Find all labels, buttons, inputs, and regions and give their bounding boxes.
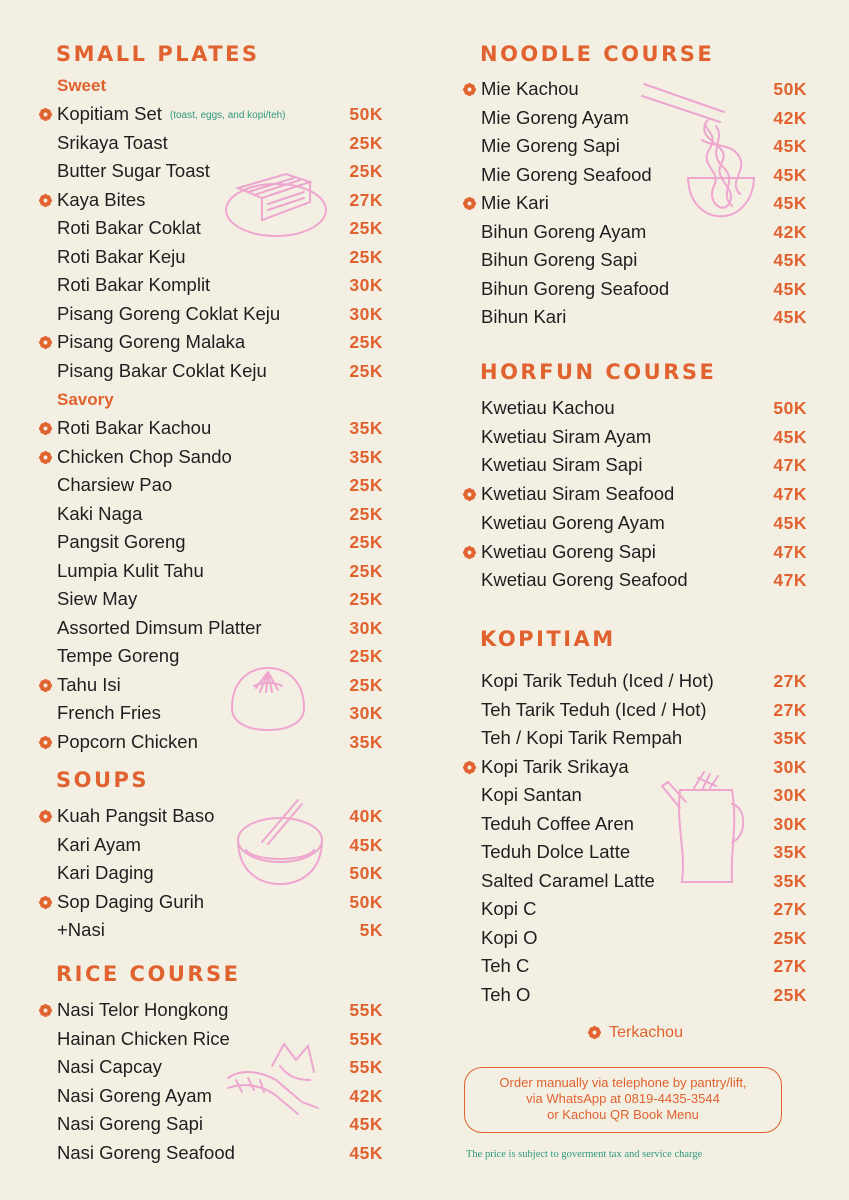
menu-item-price: 35K bbox=[349, 731, 383, 752]
menu-item-price: 30K bbox=[773, 813, 807, 834]
menu-item bbox=[481, 896, 807, 922]
menu-item-price: 27K bbox=[773, 899, 807, 919]
item-name-text: Kwetiau Siram Seafood bbox=[481, 483, 675, 505]
flower-icon bbox=[39, 451, 52, 464]
menu-item-price: 30K bbox=[773, 756, 807, 777]
item-name-text: Kopi O bbox=[481, 926, 538, 948]
menu-item bbox=[481, 925, 807, 951]
item-name-text: Kaya Bites bbox=[57, 188, 146, 210]
flower-icon bbox=[588, 1026, 601, 1039]
item-name-text: Kari Ayam bbox=[57, 833, 141, 855]
menu-item-name bbox=[57, 244, 186, 270]
menu-item bbox=[481, 247, 807, 273]
menu-item-price: 50K bbox=[773, 79, 807, 99]
menu-item-name bbox=[57, 272, 210, 298]
subheading-savory: Savory bbox=[57, 390, 114, 409]
menu-item-price: 25K bbox=[349, 132, 383, 153]
menu-item-price: 47K bbox=[773, 570, 807, 591]
flower-icon bbox=[39, 422, 52, 435]
menu-item-name bbox=[57, 997, 228, 1023]
menu-item-price: 25K bbox=[349, 246, 383, 267]
menu-item bbox=[481, 395, 807, 421]
menu-item-price: 35K bbox=[773, 842, 807, 862]
item-name-text: Chicken Chop Sando bbox=[57, 445, 232, 467]
menu-item bbox=[57, 1054, 383, 1080]
menu-item-price: 25K bbox=[349, 646, 383, 666]
menu-item bbox=[481, 304, 807, 330]
menu-item-price: 45K bbox=[773, 250, 807, 270]
menu-item-price: 45K bbox=[773, 164, 807, 185]
menu-item-name bbox=[481, 190, 549, 216]
menu-item-price: 25K bbox=[349, 360, 383, 381]
menu-item-name bbox=[57, 729, 198, 755]
menu-item-name bbox=[57, 472, 172, 498]
item-name-text: Kuah Pangsit Baso bbox=[57, 805, 215, 826]
item-name-text: +Nasi bbox=[57, 919, 105, 940]
menu-item bbox=[57, 860, 383, 886]
menu-item-price: 45K bbox=[349, 834, 383, 855]
menu-item-name bbox=[481, 697, 707, 723]
menu-item-name bbox=[481, 953, 529, 979]
item-name-text: Kwetiau Goreng Seafood bbox=[481, 569, 688, 591]
item-name-text: Bihun Goreng Seafood bbox=[481, 277, 670, 299]
item-name-text: Sop Daging Gurih bbox=[57, 890, 205, 912]
menu-item bbox=[57, 272, 383, 298]
menu-item-price: 25K bbox=[349, 161, 383, 181]
menu-item-name bbox=[57, 215, 201, 241]
item-name-text: Kopi Tarik Srikaya bbox=[481, 755, 629, 777]
menu-item-name bbox=[57, 615, 262, 641]
section-title-horfun-course: HORFUN COURSE bbox=[480, 360, 717, 384]
item-name-text: Kwetiau Kachou bbox=[481, 397, 615, 418]
item-name-text: Popcorn Chicken bbox=[57, 730, 198, 752]
order-line-1: Order manually via telephone by pantry/lift, bbox=[499, 1075, 747, 1090]
menu-item-name bbox=[57, 158, 210, 184]
menu-item-name bbox=[481, 567, 688, 593]
item-name-text: Teduh Coffee Aren bbox=[481, 812, 634, 834]
item-name-text: Pisang Bakar Coklat Keju bbox=[57, 359, 267, 381]
menu-item-name bbox=[481, 76, 579, 102]
item-name-text: Mie Goreng Ayam bbox=[481, 106, 629, 128]
menu-item bbox=[57, 301, 383, 327]
menu-item-name bbox=[57, 415, 211, 441]
menu-item-name bbox=[57, 672, 121, 698]
flower-icon bbox=[39, 108, 52, 121]
menu-item-price: 27K bbox=[773, 671, 807, 691]
menu-item-price: 25K bbox=[773, 927, 807, 948]
menu-item-name bbox=[57, 643, 179, 669]
menu-item bbox=[57, 1140, 383, 1166]
item-name-text: Teh O bbox=[481, 983, 531, 1005]
item-name-text: Pisang Goreng Malaka bbox=[57, 331, 246, 352]
item-name-text: Nasi Telor Hongkong bbox=[57, 999, 229, 1020]
menu-item-name bbox=[481, 162, 652, 188]
menu-item-name bbox=[481, 982, 530, 1008]
menu-item-name bbox=[481, 247, 637, 273]
section-title-small-plates: SMALL PLATES bbox=[56, 42, 260, 66]
item-name-text: Kari Daging bbox=[57, 862, 154, 883]
menu-item bbox=[57, 472, 383, 498]
item-name-text: Bihun Goreng Ayam bbox=[481, 220, 647, 242]
menu-item-name bbox=[57, 860, 154, 886]
menu-item-price: 42K bbox=[349, 1085, 383, 1106]
menu-item-price: 30K bbox=[349, 275, 383, 295]
order-info-box bbox=[464, 1067, 782, 1133]
menu-item bbox=[481, 510, 807, 536]
menu-item-name bbox=[481, 276, 669, 302]
menu-item bbox=[57, 729, 383, 755]
item-name-text: Hainan Chicken Rice bbox=[57, 1027, 230, 1049]
menu-item-name bbox=[57, 130, 168, 156]
menu-item bbox=[57, 586, 383, 612]
menu-item-name bbox=[57, 358, 267, 384]
menu-item-name bbox=[481, 868, 655, 894]
menu-item-price: 47K bbox=[773, 484, 807, 505]
item-name-text: Charsiew Pao bbox=[57, 474, 173, 495]
item-name-text: Srikaya Toast bbox=[57, 131, 168, 153]
menu-item-price: 27K bbox=[773, 699, 807, 720]
menu-item-price: 30K bbox=[349, 303, 383, 324]
menu-item bbox=[57, 1083, 383, 1109]
menu-item bbox=[57, 615, 383, 641]
item-name-text: Teh / Kopi Tarik Rempah bbox=[481, 727, 683, 748]
flower-icon bbox=[39, 679, 52, 692]
subheading-sweet: Sweet bbox=[57, 76, 107, 95]
menu-item-price: 30K bbox=[349, 703, 383, 723]
menu-item-name bbox=[57, 917, 105, 943]
menu-item-name bbox=[481, 304, 566, 330]
flower-icon bbox=[39, 336, 52, 349]
menu-item-price: 50K bbox=[349, 863, 383, 883]
item-name-text: Kopitiam Set bbox=[57, 103, 162, 124]
flower-icon bbox=[39, 896, 52, 909]
noodle-bowl-doodle-icon bbox=[636, 82, 760, 230]
menu-item-name bbox=[481, 539, 656, 565]
menu-item-name bbox=[57, 301, 280, 327]
menu-item-price: 25K bbox=[349, 503, 383, 524]
item-name-text: Butter Sugar Toast bbox=[57, 160, 210, 181]
menu-item bbox=[481, 276, 807, 302]
menu-item bbox=[481, 697, 807, 723]
menu-item-name bbox=[481, 510, 665, 536]
menu-item-name bbox=[57, 558, 204, 584]
menu-item bbox=[57, 558, 383, 584]
menu-item-name bbox=[57, 700, 161, 726]
menu-item bbox=[57, 415, 383, 441]
menu-item-price: 45K bbox=[349, 1142, 383, 1163]
menu-item-name bbox=[57, 101, 286, 131]
item-name-text: Mie Goreng Sapi bbox=[481, 135, 620, 156]
menu-item-price: 35K bbox=[773, 870, 807, 891]
item-name-text: Kwetiau Siram Ayam bbox=[481, 425, 652, 447]
item-name-text: Pisang Goreng Coklat Keju bbox=[57, 302, 281, 324]
menu-item-price: 45K bbox=[773, 136, 807, 156]
section-title-soups: SOUPS bbox=[56, 768, 150, 792]
item-name-text: Roti Bakar Komplit bbox=[57, 274, 211, 295]
order-line-3: or Kachou QR Book Menu bbox=[547, 1107, 699, 1122]
menu-item-price: 5K bbox=[359, 920, 383, 940]
menu-item-price: 47K bbox=[773, 541, 807, 562]
menu-item-name bbox=[57, 1111, 203, 1137]
menu-item bbox=[57, 130, 383, 156]
item-name-text: Kopi Santan bbox=[481, 784, 582, 805]
menu-item bbox=[481, 452, 807, 478]
menu-item-price: 42K bbox=[773, 107, 807, 128]
menu-item-name bbox=[57, 803, 214, 829]
menu-item bbox=[57, 501, 383, 527]
menu-item-name bbox=[57, 1026, 230, 1052]
item-name-text: Kwetiau Goreng Sapi bbox=[481, 540, 656, 562]
menu-item-price: 45K bbox=[773, 193, 807, 213]
flower-icon bbox=[39, 736, 52, 749]
menu-item-price: 50K bbox=[349, 891, 383, 912]
menu-item bbox=[57, 803, 383, 829]
bao-doodle-icon bbox=[226, 658, 310, 734]
flower-icon bbox=[463, 83, 476, 96]
menu-item bbox=[57, 1026, 383, 1052]
item-name-text: Kaki Naga bbox=[57, 502, 143, 524]
menu-item bbox=[481, 754, 807, 780]
menu-item-price: 35K bbox=[349, 446, 383, 467]
menu-item bbox=[481, 424, 807, 450]
menu-item bbox=[481, 953, 807, 979]
menu-item bbox=[481, 811, 807, 837]
item-name-text: Salted Caramel Latte bbox=[481, 869, 655, 891]
legend-terkachou bbox=[588, 1024, 683, 1042]
item-name-text: Roti Bakar Keju bbox=[57, 245, 186, 267]
menu-item-price: 45K bbox=[773, 426, 807, 447]
menu-item-price: 25K bbox=[349, 532, 383, 552]
menu-item bbox=[57, 997, 383, 1023]
menu-item-price: 25K bbox=[349, 332, 383, 352]
menu-item-price: 30K bbox=[349, 617, 383, 638]
menu-item-price: 55K bbox=[349, 1028, 383, 1049]
section-title-kopitiam: KOPITIAM bbox=[480, 627, 616, 651]
menu-item-price: 25K bbox=[349, 560, 383, 581]
menu-item bbox=[57, 917, 383, 943]
toast-doodle-icon bbox=[224, 168, 330, 240]
menu-item-price: 55K bbox=[349, 1000, 383, 1020]
menu-item bbox=[481, 982, 807, 1008]
menu-item bbox=[481, 839, 807, 865]
item-name-text: Kopi Tarik Teduh (Iced / Hot) bbox=[481, 670, 714, 691]
item-name-text: Roti Bakar Kachou bbox=[57, 417, 212, 438]
menu-item-name bbox=[57, 529, 186, 555]
menu-item-name bbox=[57, 187, 145, 213]
menu-item-name bbox=[481, 896, 537, 922]
menu-item-name bbox=[57, 501, 142, 527]
menu-item-price: 35K bbox=[773, 728, 807, 748]
tax-note: The price is subject to goverment tax and service charge bbox=[466, 1149, 703, 1160]
flower-icon bbox=[39, 1004, 52, 1017]
menu-item bbox=[57, 700, 383, 726]
item-name-text: Teh Tarik Teduh (Iced / Hot) bbox=[481, 698, 707, 720]
menu-item bbox=[481, 567, 807, 593]
section-title-rice-course: RICE COURSE bbox=[56, 962, 241, 986]
legend-label: Terkachou bbox=[609, 1024, 683, 1041]
menu-item-name bbox=[57, 889, 204, 915]
menu-item bbox=[57, 358, 383, 384]
menu-item bbox=[57, 832, 383, 858]
menu-item-price: 25K bbox=[349, 475, 383, 495]
menu-item-name bbox=[481, 424, 651, 450]
flower-icon bbox=[463, 546, 476, 559]
item-name-text: Teh C bbox=[481, 955, 530, 976]
item-name-text: Bihun Goreng Sapi bbox=[481, 249, 638, 270]
item-name-text: Kopi C bbox=[481, 898, 537, 919]
shrimp-doodle-icon bbox=[222, 1036, 328, 1120]
menu-item-name bbox=[57, 444, 232, 470]
item-name-text: Tempe Goreng bbox=[57, 645, 180, 666]
item-name-text: Mie Kachou bbox=[481, 78, 579, 99]
menu-item bbox=[57, 672, 383, 698]
menu-item-price: 55K bbox=[349, 1057, 383, 1077]
menu-item-price: 42K bbox=[773, 221, 807, 242]
menu-item-name bbox=[57, 329, 245, 355]
item-name-text: Teduh Dolce Latte bbox=[481, 841, 631, 862]
menu-item bbox=[481, 668, 807, 694]
item-name-text: Roti Bakar Coklat bbox=[57, 217, 201, 238]
menu-item bbox=[481, 782, 807, 808]
menu-item bbox=[57, 215, 383, 241]
menu-item bbox=[57, 101, 383, 127]
menu-item-price: 25K bbox=[349, 674, 383, 695]
item-name-text: Mie Goreng Seafood bbox=[481, 163, 652, 185]
menu-item bbox=[57, 158, 383, 184]
menu-item-price: 40K bbox=[349, 806, 383, 826]
menu-item-name bbox=[481, 754, 629, 780]
item-name-text: Mie Kari bbox=[481, 192, 549, 213]
flower-icon bbox=[463, 197, 476, 210]
menu-item bbox=[57, 329, 383, 355]
item-name-text: Tahu Isi bbox=[57, 673, 121, 695]
section-title-noodle-course: NOODLE COURSE bbox=[480, 42, 715, 66]
item-name-text: Kwetiau Siram Sapi bbox=[481, 454, 643, 476]
menu-item-name bbox=[481, 925, 538, 951]
menu-item-name bbox=[481, 839, 630, 865]
menu-item-name bbox=[481, 133, 620, 159]
item-name-text: Nasi Capcay bbox=[57, 1056, 162, 1077]
bowl-doodle-icon bbox=[234, 792, 326, 888]
menu-item-price: 45K bbox=[773, 307, 807, 327]
item-name-text: Nasi Goreng Sapi bbox=[57, 1113, 204, 1134]
flower-icon bbox=[39, 810, 52, 823]
menu-item-name bbox=[481, 219, 646, 245]
menu-item bbox=[481, 481, 807, 507]
item-name-text: French Fries bbox=[57, 702, 161, 723]
menu-item-price: 25K bbox=[349, 218, 383, 238]
menu-item bbox=[57, 889, 383, 915]
menu-item-name bbox=[481, 782, 582, 808]
flower-icon bbox=[39, 194, 52, 207]
item-name-text: Pangsit Goreng bbox=[57, 531, 186, 552]
menu-item-name bbox=[481, 725, 682, 751]
menu-item-price: 35K bbox=[349, 418, 383, 438]
item-name-text: Nasi Goreng Seafood bbox=[57, 1141, 235, 1163]
item-name-text: Assorted Dimsum Platter bbox=[57, 616, 262, 638]
item-note: (toast, eggs, and kopi/teh) bbox=[169, 110, 286, 121]
menu-item bbox=[481, 539, 807, 565]
flower-icon bbox=[463, 488, 476, 501]
menu-item-price: 27K bbox=[773, 956, 807, 976]
menu-item bbox=[57, 643, 383, 669]
menu-item-name bbox=[481, 811, 634, 837]
menu-item-name bbox=[481, 481, 674, 507]
menu-item bbox=[57, 529, 383, 555]
menu-item-name bbox=[57, 1054, 162, 1080]
menu-item-name bbox=[481, 105, 629, 131]
item-name-text: Lumpia Kulit Tahu bbox=[57, 559, 204, 581]
item-name-text: Nasi Goreng Ayam bbox=[57, 1084, 212, 1106]
item-name-text: Bihun Kari bbox=[481, 306, 567, 327]
menu-item-name bbox=[57, 832, 141, 858]
item-name-text: Siew May bbox=[57, 588, 138, 609]
menu-item bbox=[481, 868, 807, 894]
menu-item-price: 50K bbox=[773, 398, 807, 418]
coffee-pot-doodle-icon bbox=[658, 768, 744, 886]
flower-icon bbox=[463, 761, 476, 774]
menu-item bbox=[57, 244, 383, 270]
menu-item bbox=[57, 444, 383, 470]
menu-item-price: 45K bbox=[349, 1114, 383, 1134]
menu-item bbox=[57, 1111, 383, 1137]
menu-item-price: 30K bbox=[773, 785, 807, 805]
menu-item-price: 27K bbox=[349, 189, 383, 210]
menu-item-name bbox=[57, 1083, 212, 1109]
order-line-2: via WhatsApp at 0819-4435-3544 bbox=[526, 1091, 720, 1106]
menu-item-name bbox=[481, 668, 714, 694]
menu-item-name bbox=[57, 586, 137, 612]
menu-item bbox=[57, 187, 383, 213]
menu-item-price: 50K bbox=[349, 104, 383, 124]
menu-item-price: 47K bbox=[773, 455, 807, 476]
menu-item-name bbox=[481, 395, 615, 421]
menu-item bbox=[481, 725, 807, 751]
menu-item-price: 45K bbox=[773, 512, 807, 533]
menu-item-price: 25K bbox=[349, 589, 383, 609]
menu-item-name bbox=[57, 1140, 235, 1166]
menu-item-price: 25K bbox=[773, 984, 807, 1005]
menu-item-price: 45K bbox=[773, 278, 807, 299]
menu-item-name bbox=[481, 452, 642, 478]
item-name-text: Kwetiau Goreng Ayam bbox=[481, 511, 665, 533]
